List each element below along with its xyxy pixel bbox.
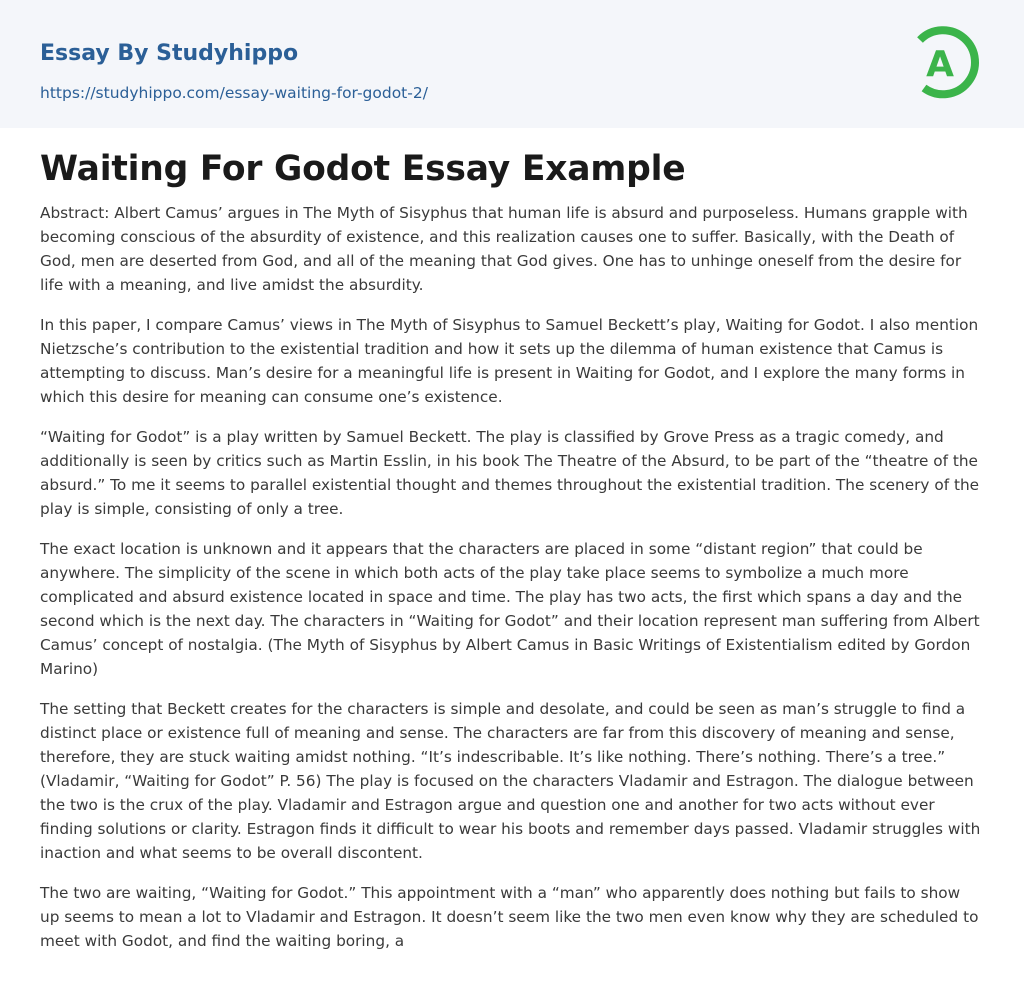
paragraph: The setting that Beckett creates for the characters is simple and desolate, and could be seen as man’s struggle to find a distinct place or existence full of meaning and sense. The characters are far from this discovery of meaning and sense, therefore, they are stuck waiting amidst nothing. “It’s indescribable. It’s like nothing. There’s nothing. There’s a tree.” (Vladamir, “Waiting for Godot” P. 56) The play is focused on the characters Vladamir and Estragon. The dialogue between the two is the crux of the play. Vladamir and Estragon argue and question one and another for two acts without ever finding solutions or clarity. Estragon finds it difficult to wear his boots and remember days passed. Vladamir struggles with inaction and what seems to be overall discontent. — [40, 700, 981, 862]
logo-letter: A — [926, 44, 954, 85]
page-title: Waiting For Godot Essay Example — [40, 149, 686, 189]
paragraph: In this paper, I compare Camus’ views in The Myth of Sisyphus to Samuel Beckett’s play, Waiting for Godot. I also mention Nietzsche’s contribution to the existential tradition and how it sets up the dilemma of human existence that Camus is attempting to discuss. Man’s desire for a meaningful life is present in Waiting for Godot, and I explore the many forms in which this desire for meaning can consume one’s existence. — [40, 316, 979, 406]
site-header — [0, 0, 1024, 128]
paragraph: Abstract: Albert Camus’ argues in The Myth of Sisyphus that human life is absurd and purposeless. Humans grapple with becoming conscious of the absurdity of existence, and this realization causes one to suffer. Basically, with the Death of God, men are deserted from God, and all of the meaning that God gives. One has to unhinge oneself from the desire for life with a meaning, and live amidst the absurdity. — [40, 204, 968, 294]
studyhippo-logo-icon[interactable] — [904, 18, 988, 106]
paragraph: “Waiting for Godot” is a play written by Samuel Beckett. The play is classified by Grove Press as a tragic comedy, and additionally is seen by critics such as Martin Esslin, in his book The Theatre of the Absurd, to be part of the “theatre of the absurd.” To me it seems to parallel existential thought and themes throughout the existential tradition. The scenery of the play is simple, consisting of only a tree. — [40, 428, 980, 518]
logo-graphic — [904, 18, 988, 106]
article-body — [40, 201, 984, 953]
paragraph: The exact location is unknown and it appears that the characters are placed in some “distant region” that could be anywhere. The simplicity of the scene in which both acts of the play take place seems to symbolize a much more complicated and absurd existence located in space and time. The play has two acts, the first which spans a day and the second which is the next day. The characters in “Waiting for Godot” and their location represent man suffering from Albert Camus’ concept of nostalgia. (The Myth of Sisyphus by Albert Camus in Basic Writings of Existentialism edited by Gordon Marino) — [40, 540, 980, 678]
article — [40, 128, 984, 969]
paragraph: The two are waiting, “Waiting for Godot.” This appointment with a “man” who apparently does nothing but fails to show up seems to mean a lot to Vladamir and Estragon. It doesn’t seem like the two men even know why they are scheduled to meet with Godot, and find the waiting boring, a — [40, 884, 979, 950]
source-url-link[interactable]: https://studyhippo.com/essay-waiting-for-godot-2/ — [40, 84, 428, 102]
site-brand[interactable]: Essay By Studyhippo — [40, 41, 299, 66]
